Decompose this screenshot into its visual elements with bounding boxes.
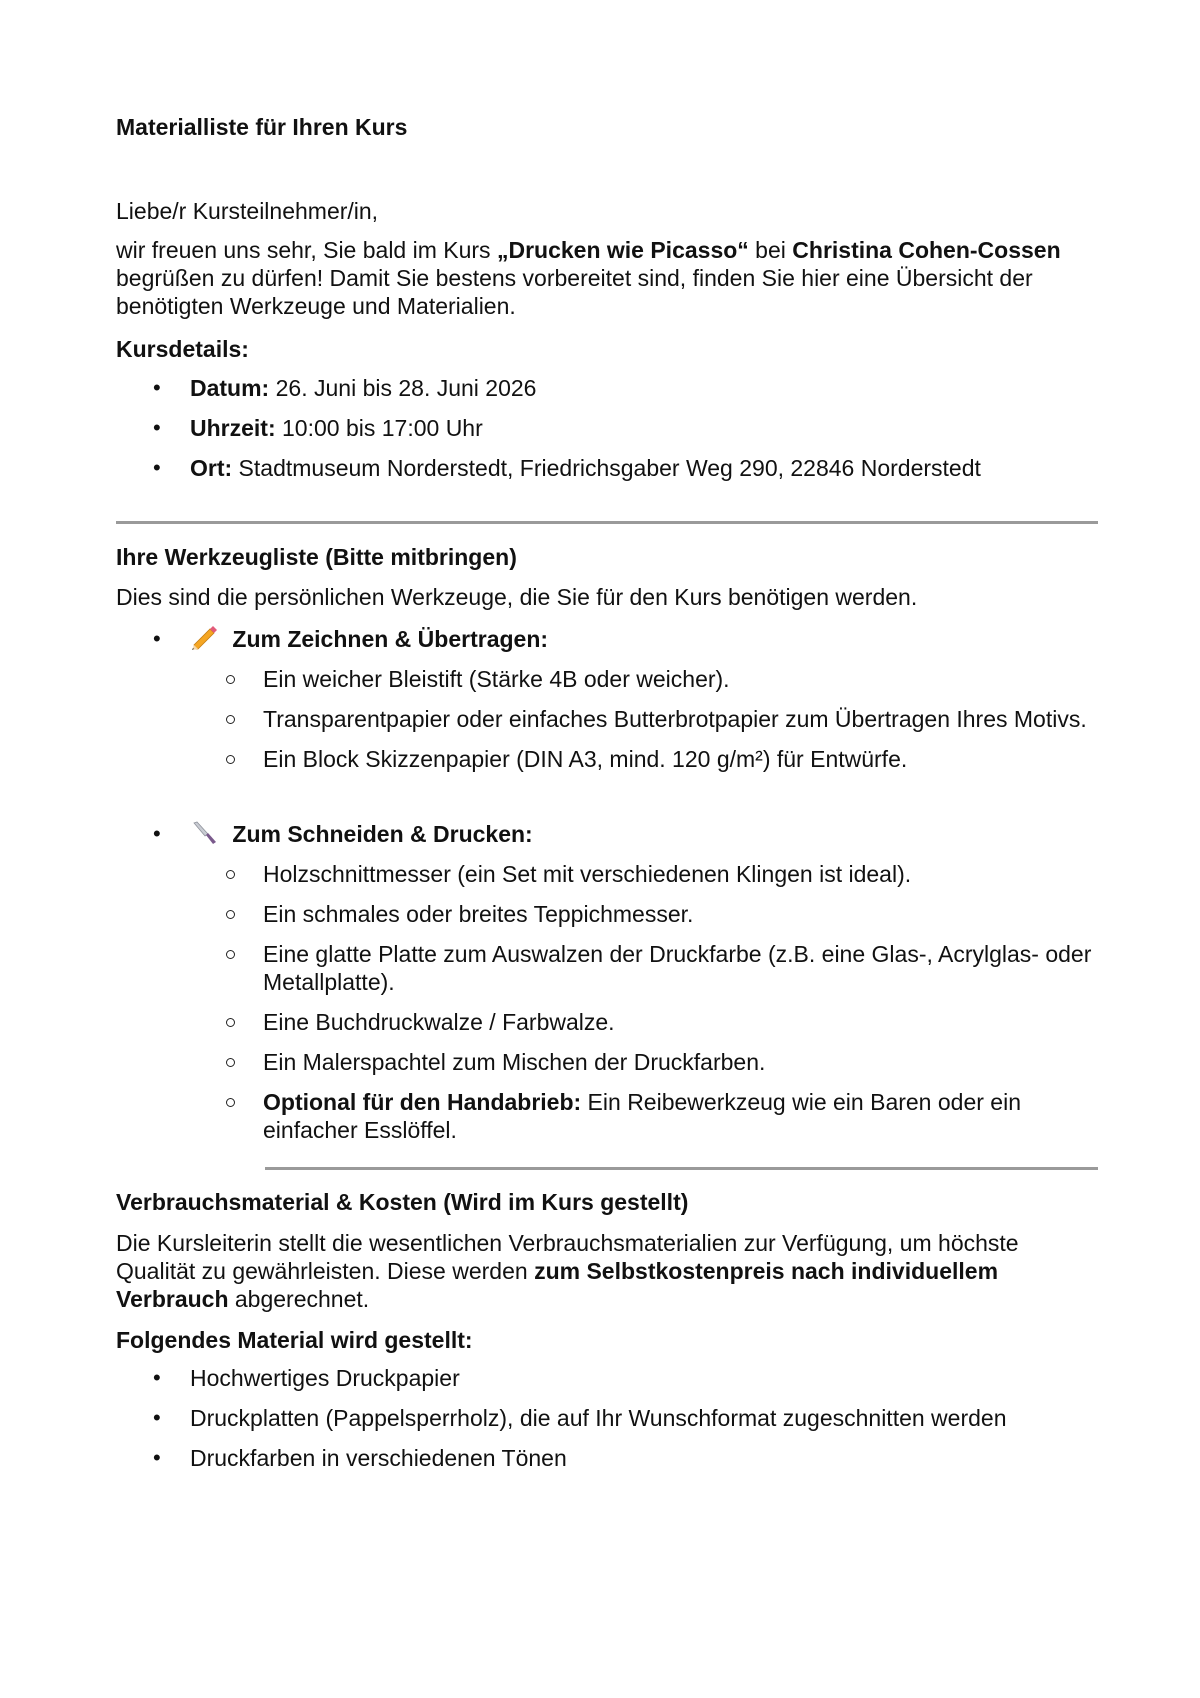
tool-item	[148, 940, 1098, 996]
instructor-name: Christina Cohen-Cossen	[792, 237, 1061, 263]
detail-value: 26. Juni bis 28. Juni 2026	[269, 375, 537, 401]
tool-item-text: Ein weicher Bleistift (Stärke 4B oder weicher).	[263, 666, 730, 692]
tool-group-cutting	[148, 820, 1098, 1156]
bullet: •	[153, 1405, 161, 1430]
circle-bullet	[226, 1098, 235, 1107]
material-item-text: Druckplatten (Pappelsperrholz), die auf Ihr Wunschformat zugeschnitten werden	[190, 1405, 1007, 1431]
materials-desc-text-1: Die Kursleiterin stellt die wesentlichen Verbrauchsmaterialien zur Verfügung, um höchste Qualität zu gewährleisten. Diese werden	[116, 1230, 1019, 1284]
material-item	[148, 1364, 1007, 1392]
materials-heading: Verbrauchsmaterial & Kosten (Wird im Kurs gestellt)	[116, 1189, 689, 1215]
course-detail-date	[148, 374, 981, 402]
intro-text-2: bei	[748, 237, 793, 263]
tool-item-optional	[148, 1088, 1098, 1144]
tool-item-text: Ein schmales oder breites Teppichmesser.	[263, 901, 694, 927]
tool-item-text: Eine glatte Platte zum Auswalzen der Druckfarbe (z.B. eine Glas-, Acrylglas- oder Metallplatte).	[263, 941, 1092, 995]
document-title: Materialliste für Ihren Kurs	[116, 114, 408, 140]
detail-label: Ort:	[190, 455, 233, 481]
tool-item	[148, 860, 1098, 888]
tool-item	[148, 745, 1087, 773]
tool-group-heading	[148, 625, 1087, 653]
section-divider	[265, 1167, 1098, 1170]
tool-item	[148, 1008, 1098, 1036]
tool-group-title: Zum Schneiden & Drucken:	[232, 821, 533, 847]
tools-heading: Ihre Werkzeugliste (Bitte mitbringen)	[116, 544, 517, 570]
bullet: •	[153, 626, 161, 651]
course-detail-time	[148, 414, 981, 442]
detail-label: Uhrzeit:	[190, 415, 276, 441]
material-item-text: Druckfarben in verschiedenen Tönen	[190, 1445, 567, 1471]
tool-item	[148, 705, 1087, 733]
material-item	[148, 1444, 1007, 1472]
circle-bullet	[226, 1058, 235, 1067]
tool-item-text: Holzschnittmesser (ein Set mit verschiedenen Klingen ist ideal).	[263, 861, 912, 887]
bullet: •	[153, 375, 161, 400]
circle-bullet	[226, 950, 235, 959]
tool-item	[148, 900, 1098, 928]
tool-item-list	[148, 665, 1087, 773]
bullet: •	[153, 821, 161, 846]
circle-bullet	[226, 715, 235, 724]
tool-group-heading	[148, 820, 1098, 848]
tool-group-drawing	[148, 625, 1087, 785]
tool-item-text: Ein Malerspachtel zum Mischen der Druckfarben.	[263, 1049, 766, 1075]
intro-text-1: wir freuen uns sehr, Sie bald im Kurs	[116, 237, 497, 263]
material-item-text: Hochwertiges Druckpapier	[190, 1365, 460, 1391]
materials-desc-text-2: abgerechnet.	[228, 1286, 370, 1312]
detail-label: Datum:	[190, 375, 270, 401]
tool-item-text: Ein Block Skizzenpapier (DIN A3, mind. 120 g/m²) für Entwürfe.	[263, 746, 908, 772]
course-details-heading: Kursdetails:	[116, 336, 249, 362]
tool-item-list	[148, 860, 1098, 1144]
materials-description	[116, 1229, 1076, 1313]
course-details-list	[148, 374, 981, 494]
tool-item-text: Transparentpapier oder einfaches Butterbrotpapier zum Übertragen Ihres Motivs.	[263, 706, 1087, 732]
tool-item	[148, 1048, 1098, 1076]
circle-bullet	[226, 755, 235, 764]
tool-group-title: Zum Zeichnen & Übertragen:	[232, 626, 549, 652]
greeting: Liebe/r Kursteilnehmer/in,	[116, 198, 379, 224]
optional-label: Optional für den Handabrieb:	[263, 1089, 582, 1115]
knife-icon	[190, 820, 220, 846]
course-name: „Drucken wie Picasso“	[496, 237, 749, 263]
optional-text: Ein Reibewerkzeug wie ein Baren oder ein einfacher Esslöffel.	[263, 1089, 1021, 1143]
bullet: •	[153, 455, 161, 480]
tool-item	[148, 665, 1087, 693]
bullet: •	[153, 1365, 161, 1390]
detail-value: Stadtmuseum Norderstedt, Friedrichsgaber Weg 290, 22846 Norderstedt	[232, 455, 981, 481]
circle-bullet	[226, 675, 235, 684]
circle-bullet	[226, 910, 235, 919]
intro-text-3: begrüßen zu dürfen! Damit Sie bestens vorbereitet sind, finden Sie hier eine Übersicht der benötigten Werkzeuge und Materialien.	[116, 265, 1033, 319]
intro-paragraph	[116, 236, 1076, 320]
detail-value: 10:00 bis 17:00 Uhr	[275, 415, 483, 441]
materials-list	[148, 1364, 1007, 1484]
tool-item-text: Eine Buchdruckwalze / Farbwalze.	[263, 1009, 615, 1035]
bullet: •	[153, 1445, 161, 1470]
tools-description: Dies sind die persönlichen Werkzeuge, die Sie für den Kurs benötigen werden.	[116, 584, 918, 610]
material-item	[148, 1404, 1007, 1432]
materials-subheading: Folgendes Material wird gestellt:	[116, 1327, 473, 1353]
section-divider	[116, 521, 1098, 524]
pencil-icon	[190, 625, 220, 651]
circle-bullet	[226, 1018, 235, 1027]
course-detail-location	[148, 454, 981, 482]
bullet: •	[153, 415, 161, 440]
circle-bullet	[226, 870, 235, 879]
materials-desc-bold: zum Selbstkostenpreis nach individuellem Verbrauch	[116, 1258, 999, 1312]
